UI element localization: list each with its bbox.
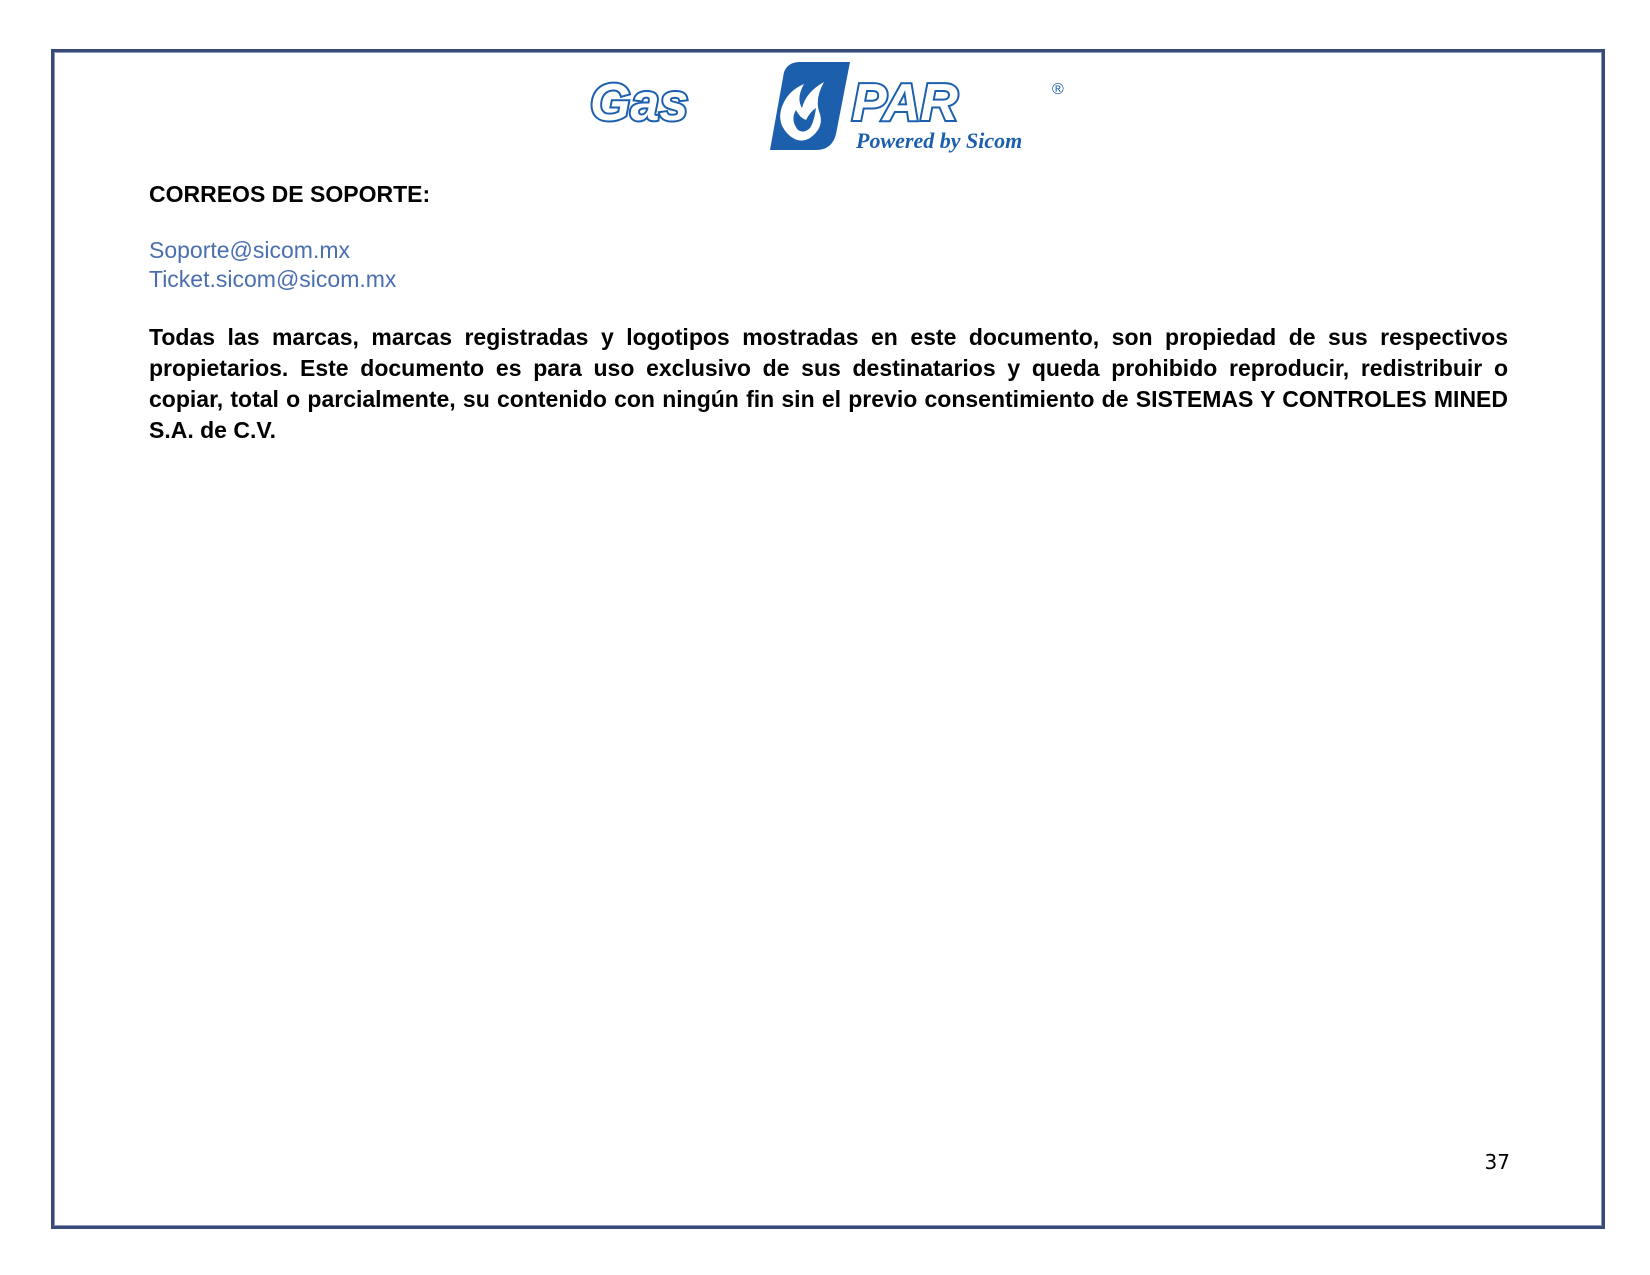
support-heading: CORREOS DE SOPORTE: xyxy=(149,181,431,207)
support-email-link[interactable]: Soporte@sicom.mx xyxy=(149,237,351,263)
registered-mark: ® xyxy=(1052,81,1064,98)
page-number: 37 xyxy=(1484,1150,1510,1174)
flame-icon xyxy=(770,62,850,150)
page-border xyxy=(51,49,1605,1229)
support-email-list xyxy=(149,236,396,294)
logo-tagline: Powered by Sicom xyxy=(856,128,1023,153)
ticket-email-link[interactable]: Ticket.sicom@sicom.mx xyxy=(149,266,397,292)
legal-disclaimer: Todas las marcas, marcas registradas y logotipos mostradas en este documento, son propiedad de sus respectivos propietarios. Este documento es para uso exclusivo de sus destinatarios y queda prohibido reproducir, redistribuir o copiar, total o parcialmente, su contenido con ningún fin sin el previo consentimiento de SISTEMAS Y CONTROLES MINED S.A. de C.V. xyxy=(149,324,1508,443)
logo-brand-left: Gas xyxy=(590,74,689,132)
gaspar-logo xyxy=(590,58,1070,154)
logo-brand-right: PAR xyxy=(852,74,958,132)
